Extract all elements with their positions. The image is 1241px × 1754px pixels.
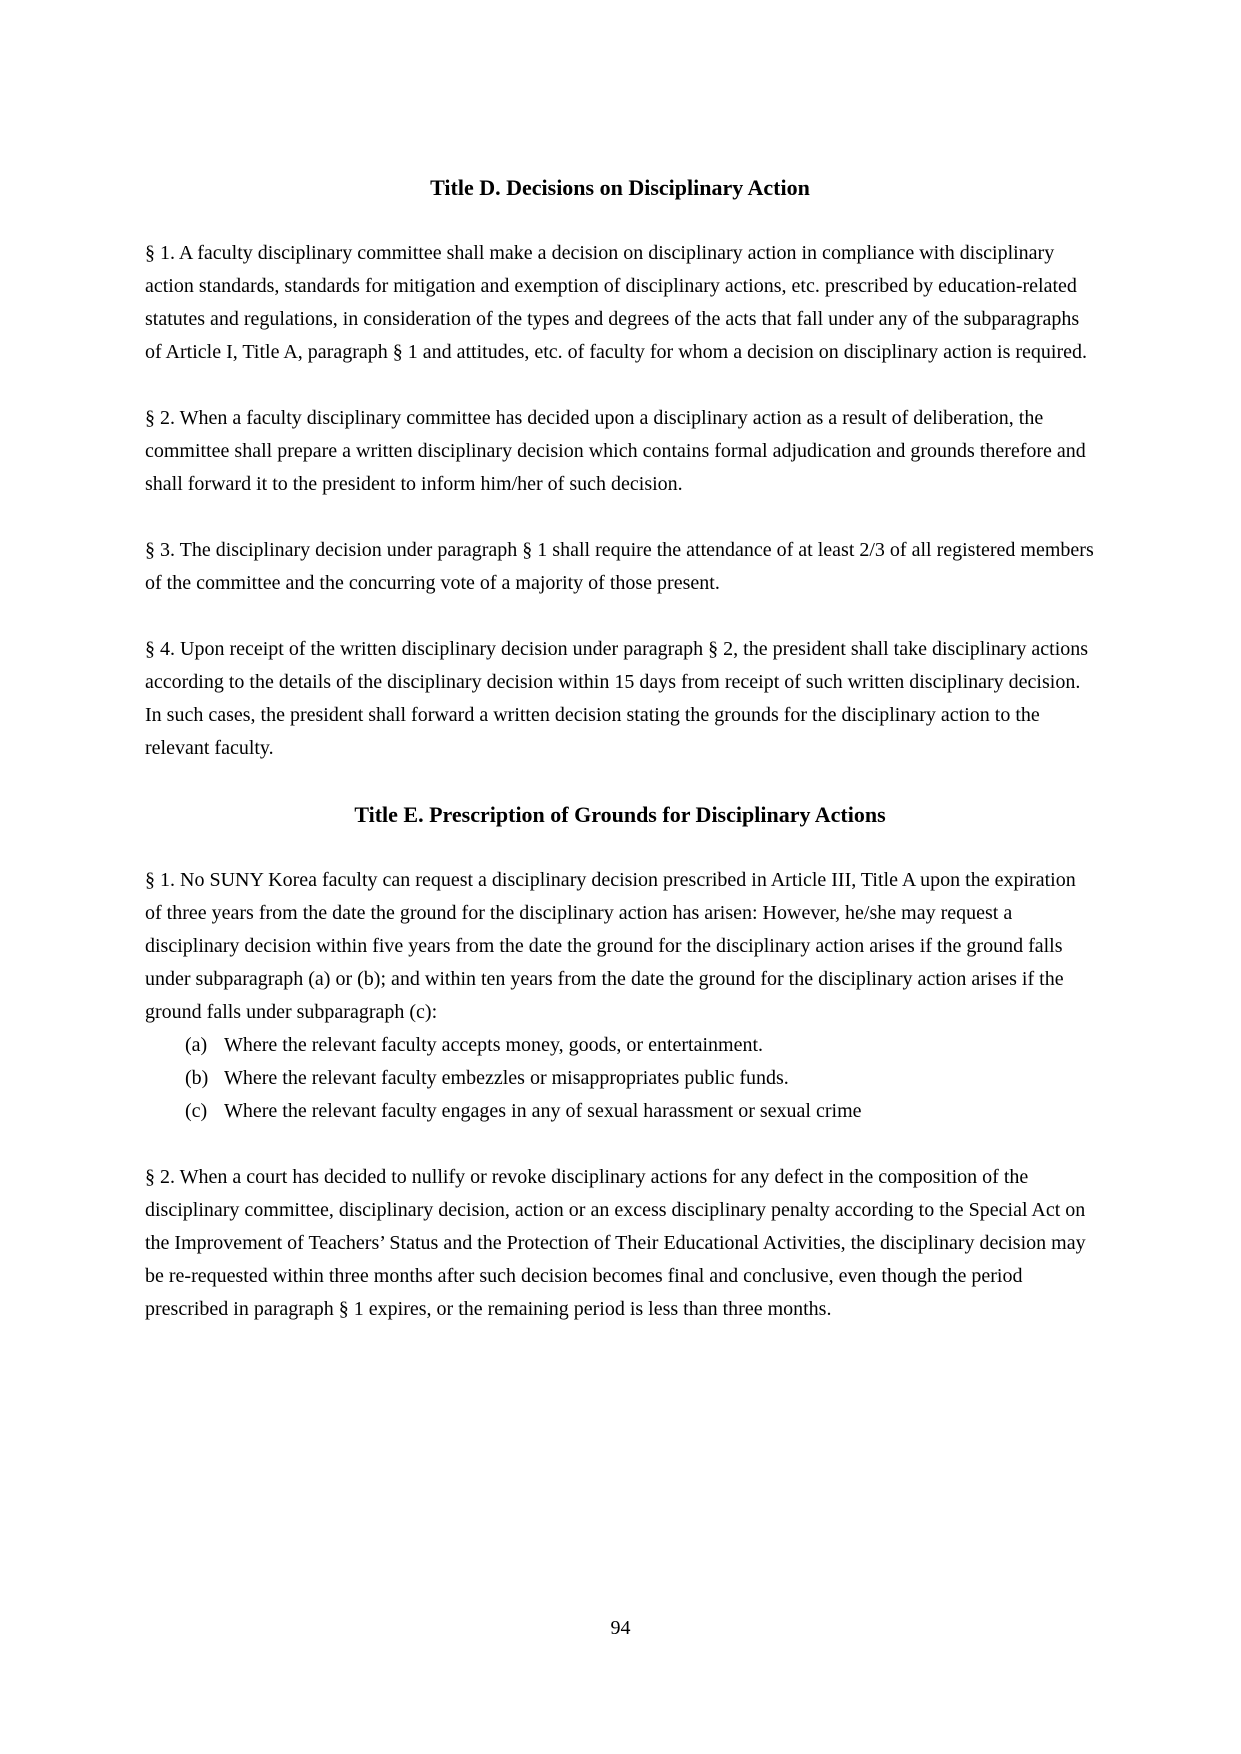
list-marker-b: (b): [185, 1067, 209, 1089]
list-item-text-a: Where the relevant faculty accepts money, goods, or entertainment.: [224, 1034, 764, 1056]
list-marker-a: (a): [185, 1034, 208, 1056]
list-item-b: [145, 1062, 1095, 1095]
section-heading-title-e: Title E. Prescription of Grounds for Disciplinary Actions: [354, 802, 886, 827]
paragraph-d-3: § 3. The disciplinary decision under paragraph § 1 shall require the attendance of at least 2/3 of all registered members of the committee and the concurring vote of a majority of those present.: [145, 539, 1094, 594]
page-content: [145, 171, 1095, 1359]
list-marker-c: (c): [185, 1100, 208, 1122]
page-number: 94: [610, 1617, 631, 1639]
paragraph-d-4: § 4. Upon receipt of the written disciplinary decision under paragraph § 2, the president shall take disciplinary actions according to the details of the disciplinary decision within 15 days from receipt of such written disciplinary decision. In such cases, the president shall forward a written decision stating the grounds for the disciplinary action to the relevant faculty.: [145, 638, 1089, 759]
list-item-text-b: Where the relevant faculty embezzles or misappropriates public funds.: [224, 1067, 789, 1089]
list-item-a: [145, 1029, 1095, 1062]
paragraph-e-2: § 2. When a court has decided to nullify or revoke disciplinary actions for any defect in the composition of the disciplinary committee, disciplinary decision, action or an excess disciplinary penalty according to the Special Act on the Improvement of Teachers’ Status and the Protection of Their Educational Activities, the disciplinary decision may be re-requested within three months after such decision becomes final and conclusive, even though the period prescribed in paragraph § 1 expires, or the remaining period is less than three months.: [145, 1166, 1086, 1320]
paragraph-e-1: § 1. No SUNY Korea faculty can request a disciplinary decision prescribed in Article III, Title A upon the expiration of three years from the date the ground for the disciplinary action has arisen: However, he/she may request a disciplinary decision within five years from the date the ground for the disciplinary action arises if the ground falls under subparagraph (a) or (b); and within ten years from the date the ground for the disciplinary action arises if the ground falls under subparagraph (c):: [145, 869, 1076, 1023]
section-heading-title-d: Title D. Decisions on Disciplinary Action: [430, 175, 810, 200]
list-item-text-c: Where the relevant faculty engages in any of sexual harassment or sexual crime: [224, 1100, 862, 1122]
paragraph-d-2: § 2. When a faculty disciplinary committee has decided upon a disciplinary action as a result of deliberation, the committee shall prepare a written disciplinary decision which contains formal adjudication and grounds therefore and shall forward it to the president to inform him/her of such decision.: [145, 407, 1086, 495]
subparagraph-list: [145, 1029, 1095, 1128]
paragraph-d-1: § 1. A faculty disciplinary committee shall make a decision on disciplinary action in compliance with disciplinary action standards, standards for mitigation and exemption of disciplinary actions, etc. prescribed by education-related statutes and regulations, in consideration of the types and degrees of the acts that fall under any of the subparagraphs of Article I, Title A, paragraph § 1 and attitudes, etc. of faculty for whom a decision on disciplinary action is required.: [145, 242, 1087, 363]
list-item-c: [145, 1095, 1095, 1128]
